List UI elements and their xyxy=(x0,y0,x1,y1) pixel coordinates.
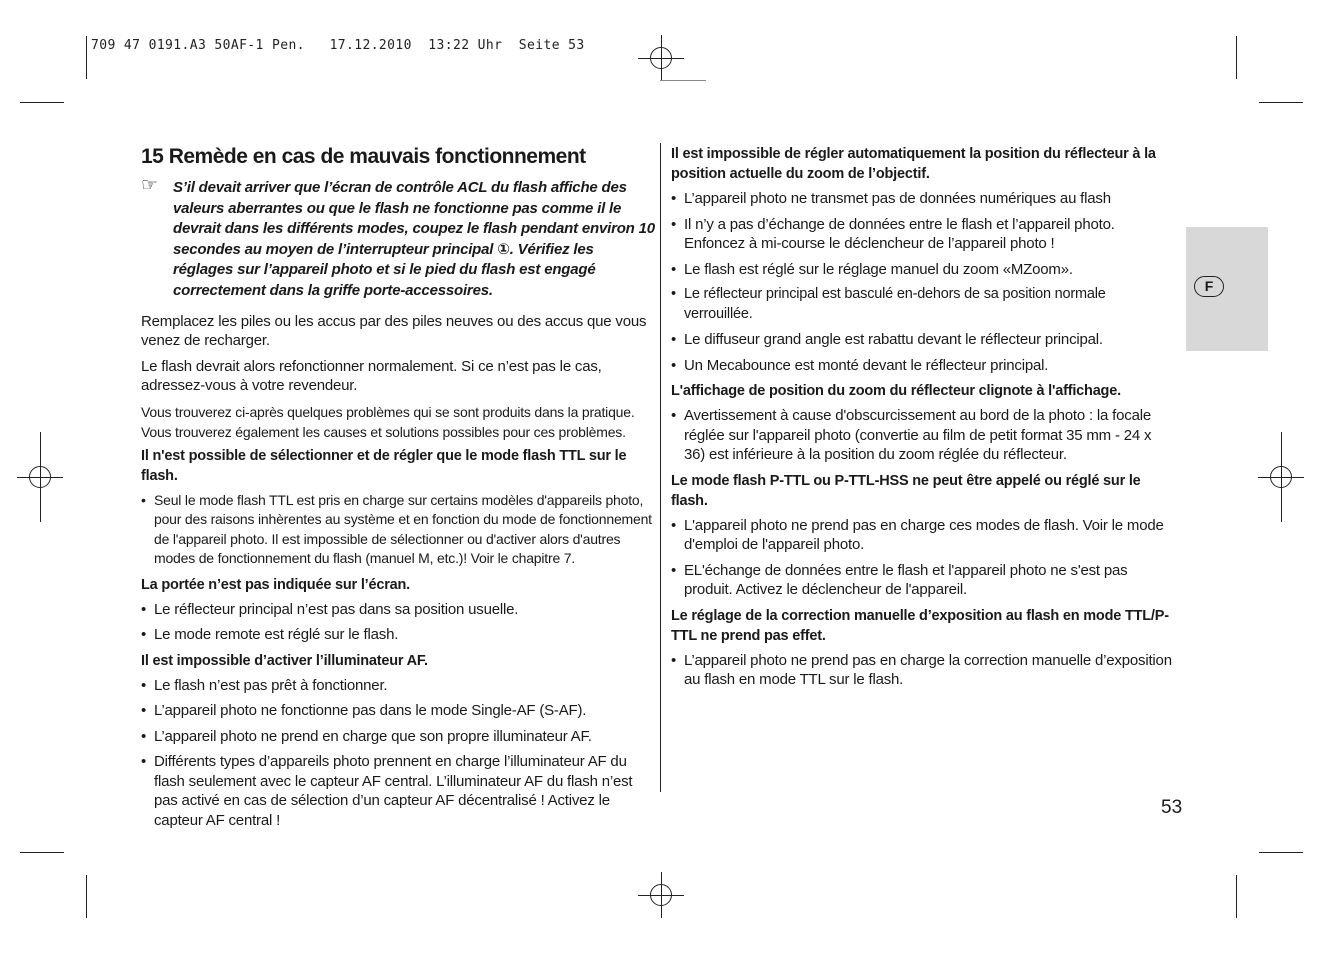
list-item: • L’appareil photo ne fonctionne pas dans le mode Single-AF (S-AF). xyxy=(141,701,656,721)
list-item: • Le réflecteur principal est basculé en-dehors de sa position normale verrouillée. xyxy=(671,285,1176,324)
crop-mark xyxy=(1236,875,1237,918)
problem-heading: L'affichage de position du zoom du réflecteur clignote à l'affichage. xyxy=(671,383,1121,399)
crop-mark xyxy=(86,875,87,918)
left-column xyxy=(141,142,656,836)
note-block xyxy=(141,175,656,302)
crop-mark xyxy=(660,80,706,81)
crop-mark xyxy=(1236,36,1237,79)
cause-list xyxy=(141,600,656,645)
list-item: • L’appareil photo ne prend en charge que son propre illuminateur AF. xyxy=(141,727,656,747)
intro-small: Vous trouverez également les causes et solutions possibles pour ces problèmes. xyxy=(141,423,626,440)
print-slug: 709 47 0191.A3 50AF-1 Pen. 17.12.2010 13:22 Uhr Seite 53 xyxy=(91,38,585,53)
list-item: • Différents types d’appareils photo prennent en charge l’illuminateur AF du flash seulement avec le capteur AF central. L’illuminateur AF du flash n’est pas activé en cas de sélection d’un capteur AF décentralisé ! Activez le capteur AF central ! xyxy=(141,752,656,830)
list-item: • Le réflecteur principal n’est pas dans sa position usuelle. xyxy=(141,600,656,620)
registration-mark xyxy=(638,35,684,81)
crop-mark xyxy=(40,432,41,522)
intro-paragraph: Remplacez les piles ou les accus par des piles neuves ou des accus que vous venez de recharger. xyxy=(141,312,647,350)
cause-list xyxy=(671,406,1176,465)
crop-mark xyxy=(1259,102,1303,103)
right-column xyxy=(671,144,1176,696)
language-tab xyxy=(1186,227,1268,351)
intro-paragraph: Le flash devrait alors refonctionner normalement. Si ce n’est pas le cas, adressez-vous à votre revendeur. xyxy=(141,357,602,395)
pointing-hand-icon: ☞ xyxy=(141,175,158,196)
list-item: • Le flash n’est pas prêt à fonctionner. xyxy=(141,676,656,696)
cause-list xyxy=(671,516,1176,600)
column-divider xyxy=(660,143,661,792)
list-item: • L’appareil photo ne transmet pas de données numériques au flash xyxy=(671,189,1176,209)
crop-mark xyxy=(1281,432,1282,522)
problem-heading: La portée n’est pas indiquée sur l’écran. xyxy=(141,576,410,593)
cause-list xyxy=(141,491,656,569)
section-title: 15 Remède en cas de mauvais fonctionnement xyxy=(141,145,586,168)
registration-mark xyxy=(638,872,684,918)
page-number: 53 xyxy=(1161,797,1183,818)
cause-list xyxy=(671,189,1176,375)
list-item: • Un Mecabounce est monté devant le réflecteur principal. xyxy=(671,356,1176,376)
note-text: S’il devait arriver que l’écran de contrôle ACL du flash affiche des valeurs aberrantes ou que le flash ne fonctionne pas comme il le devrait dans les différents modes, coupez le flash pendant environ 10 secondes au moyen de l’interrupteur principal ①. Vérifiez les réglages sur l’appareil photo et si le pied du flash est engagé correctement dans la griffe porte-accessoires. xyxy=(173,179,655,299)
cause-list xyxy=(141,676,656,831)
problem-heading: Il n'est possible de sélectionner et de régler que le mode flash TTL sur le flash. xyxy=(141,447,627,484)
list-item: • L’appareil photo ne prend pas en charge la correction manuelle d’exposition au flash en mode TTL sur le flash. xyxy=(671,651,1176,690)
language-badge: F xyxy=(1194,276,1224,297)
crop-mark xyxy=(1259,852,1303,853)
list-item: • Il n’y a pas d’échange de données entre le flash et l’appareil photo. Enfoncez à mi-course le déclencheur de l’appareil photo ! xyxy=(671,215,1176,254)
list-item: • Le mode remote est réglé sur le flash. xyxy=(141,625,656,645)
list-item: • L'appareil photo ne prend pas en charge ces modes de flash. Voir le mode d'emploi de l'appareil photo. xyxy=(671,516,1176,555)
cause-list xyxy=(671,651,1176,690)
problem-heading: Le réglage de la correction manuelle d’exposition au flash en mode TTL/P-TTL ne prend pas effet. xyxy=(671,607,1169,644)
list-item: • Seul le mode flash TTL est pris en charge sur certains modèles d'appareils photo, pour des raisons inhèrentes au système et en fonction du mode de fonctionnement de l'appareil photo. Il est impossible de sélectionner ou d'activer alors d'autres modes de fonctionnement du flash (manuel M, etc.)! Voir le chapitre 7. xyxy=(141,491,656,569)
problem-heading: Il est impossible de régler automatiquement la position du réflecteur à la position actuelle du zoom de l’objectif. xyxy=(671,146,1156,182)
crop-mark xyxy=(20,102,64,103)
crop-mark xyxy=(20,852,64,853)
list-item: • Le flash est réglé sur le réglage manuel du zoom «MZoom». xyxy=(671,260,1176,280)
list-item: • Le diffuseur grand angle est rabattu devant le réflecteur principal. xyxy=(671,330,1176,350)
list-item: • Avertissement à cause d'obscurcissement au bord de la photo : la focale réglée sur l'appareil photo (convertie au film de petit format 35 mm - 24 x 36) est inférieure à la position du zoom réglée du réflecteur. xyxy=(671,406,1176,465)
problem-heading: Il est impossible d’activer l’illuminateur AF. xyxy=(141,652,428,669)
intro-small: Vous trouverez ci-après quelques problèmes qui se sont produits dans la pratique. xyxy=(141,403,635,420)
problem-heading: Le mode flash P-TTL ou P-TTL-HSS ne peut être appelé ou réglé sur le flash. xyxy=(671,472,1141,509)
list-item: • EL'échange de données entre le flash et l'appareil photo ne s'est pas produit. Activez le déclencheur de l'appareil. xyxy=(671,561,1176,600)
crop-mark xyxy=(86,36,87,79)
